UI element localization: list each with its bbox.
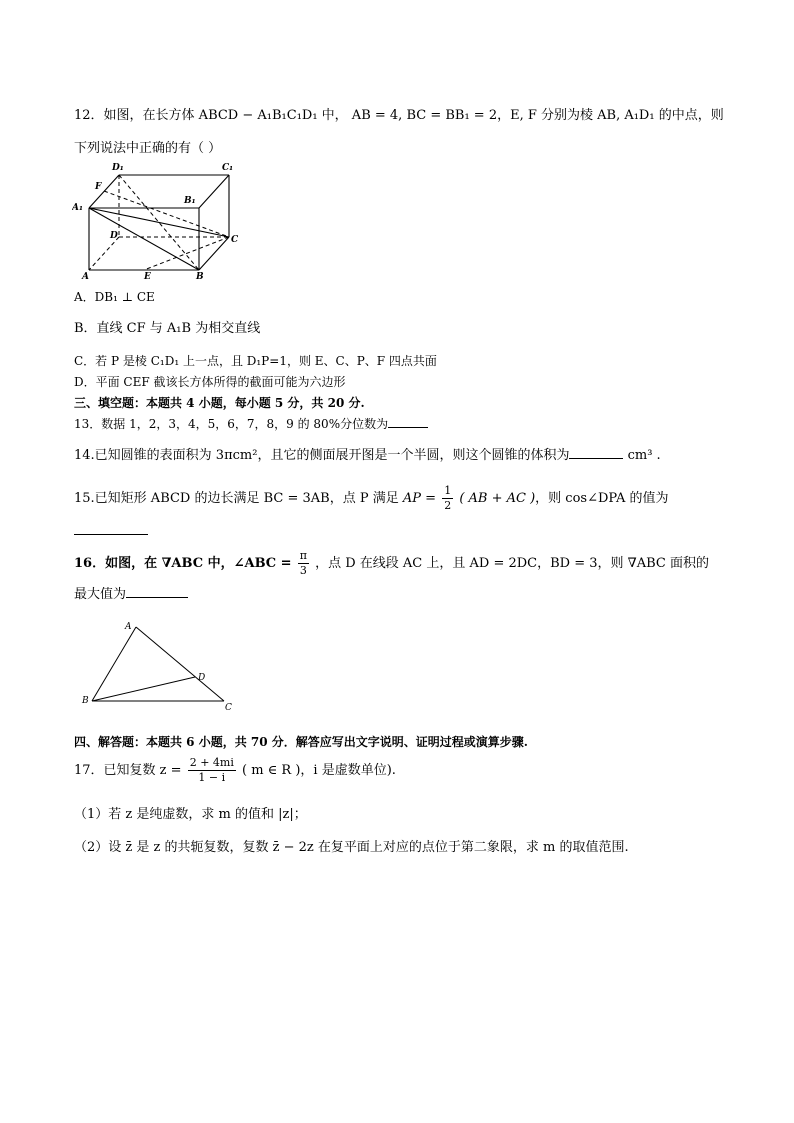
section3-title: 三、填空题：本题共 4 小题，每小题 5 分，共 20 分. [74,396,365,410]
q16-answer-blank [126,585,188,598]
q16-text-b: ，点 D 在线段 AC 上，且 AD = 2DC，BD = 3，则 ∇ABC 面积的 [315,556,709,571]
segment-f-c [104,191,229,237]
q14-answer-blank [569,446,623,459]
q16-frac-num: π [299,549,307,562]
segment-bd [92,677,195,701]
label-d1: D₁ [112,163,124,173]
q14 [74,446,661,465]
q14-text-a: 14.已知圆锥的表面积为 3πcm²，且它的侧面展开图是一个半圆，则这个圆锥的体积为 [74,448,570,463]
q16-line2 [74,585,188,604]
q16-line1 [74,549,709,579]
q15-text-a: 15.已知矩形 ABCD 的边长满足 BC = 3AB，点 P 满足 [74,491,399,506]
label-a: A [125,622,132,632]
label-a: A [82,272,89,282]
q12-stem-line2: 下列说法中正确的有（ ） [74,141,222,156]
q12-option-c: C．若 P 是棱 C₁D₁ 上一点，且 D₁P=1，则 E、C、P、F 四点共面 [74,354,437,368]
label-d: D [198,673,206,683]
segment-a1-b [89,208,199,270]
q17-fraction [188,756,236,785]
side-ab [92,627,136,701]
label-c: C [231,235,239,245]
q15-frac-den: 2 [444,499,452,512]
label-b: B [82,696,89,706]
q13-text: 13．数据 1，2，3，4，5，6，7，8，9 的 80%分位数为 [74,417,389,431]
q14-text-b: cm³ . [627,448,661,463]
label-e: E [144,272,151,282]
label-a1: A₁ [72,203,83,213]
q17-text-a: 17．已知复数 z = [74,763,182,778]
q17-text-b: ( m ∈ R )，i 是虚数单位). [242,763,396,778]
label-c: C [225,703,232,713]
q12-option-b: B．直线 CF 与 A₁B 为相交直线 [74,321,261,336]
q15-vector-sum: ( AB + AC ) [459,491,536,506]
edge-b-c [199,237,229,270]
label-c1: C₁ [222,163,234,173]
q15-fraction [442,484,453,513]
segment-c-e [144,237,229,270]
edge-b1-c1 [199,175,229,208]
triangle-figure [80,617,240,717]
label-f: F [95,182,102,192]
q16-frac-den: 3 [299,564,307,577]
section4-title: 四、解答题：本题共 6 小题，共 70 分．解答应写出文字说明、证明过程或演算步骤. [74,735,528,749]
label-b: B [196,272,204,282]
edge-d-a [89,237,119,270]
q15-answer-blank [74,522,148,535]
q13 [74,415,428,433]
side-ac [136,627,224,701]
q12-option-d: D．平面 CEF 截该长方体所得的截面可能为六边形 [74,375,346,389]
q12-option-a: A．DB₁ ⊥ CE [74,290,155,304]
q17-stem [74,755,396,787]
q17-part1: （1）若 z 是纯虚数，求 m 的值和 |z|； [74,807,307,822]
q16-text-a: 16．如图，在 ∇ABC 中，∠ABC = [74,556,292,571]
q15-text-b: ，则 cos∠DPA 的值为 [535,491,669,506]
label-b1: B₁ [184,196,196,206]
q17-frac-den: 1 − i [198,771,226,784]
label-d: D [110,231,118,241]
q13-answer-blank [388,415,428,428]
q15-frac-num: 1 [444,484,452,497]
q12-stem-line1: 12．如图，在长方体 ABCD − A₁B₁C₁D₁ 中， AB = 4, BC = BB₁ = 2，E, F 分别为棱 AB, A₁D₁ 的中点，则 [74,108,724,123]
q15 [74,484,668,514]
q17-frac-num: 2 + 4mi [189,756,234,769]
q15-vector-ap: AP = [402,491,441,506]
q17-part2: （2）设 z̄ 是 z 的共轭复数，复数 z̄ − 2z 在复平面上对应的点位于第二象限，求 m 的取值范围. [74,840,629,855]
q16-text-c: 最大值为 [74,587,127,602]
cuboid-figure [72,160,242,285]
q16-fraction [298,549,309,578]
